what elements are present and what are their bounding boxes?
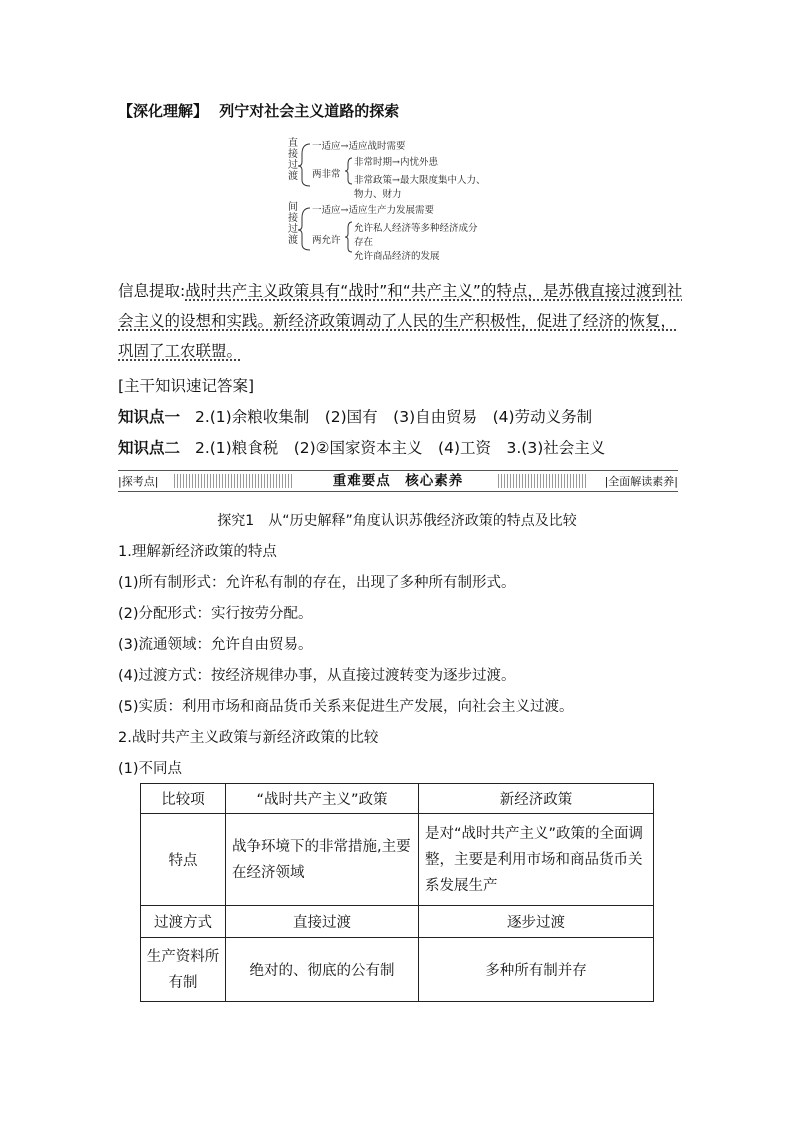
arrow-right-icon: →: [392, 175, 400, 186]
table-cell: 绝对的、彻底的公有制: [226, 938, 419, 1002]
explore-item: (2)分配形式：实行按劳分配。: [118, 606, 313, 622]
knowledge-point-1-items: 2.(1)余粮收集制 (2)国有 (3)自由贸易 (4)劳动义务制: [194, 408, 593, 426]
section-bracket-label: 【深化理解】: [118, 102, 209, 120]
table-row: [141, 814, 654, 906]
knowledge-point-1: [118, 405, 592, 427]
table-header-cell: “战时共产主义”政策: [226, 784, 419, 814]
direct-one-adapt: 一适应→适应战时需要: [312, 141, 406, 152]
explore-heading-3: (1)不同点: [118, 761, 183, 777]
arrow-right-icon: →: [340, 141, 349, 152]
section-banner: [118, 470, 678, 492]
indirect-one-adapt: 一适应→适应生产力发展需要: [312, 205, 434, 216]
explore-heading-2: 2.战时共产主义政策与新经济政策的比较: [118, 730, 379, 746]
knowledge-point-2: [118, 436, 605, 458]
table-cell: 逐步过渡: [419, 906, 654, 938]
table-header-cell: 新经济政策: [419, 784, 654, 814]
explore-heading-1: 1.理解新经济政策的特点: [118, 544, 277, 560]
special-policy-cont: 物力、财力: [354, 189, 402, 200]
allow-commodity-economy: 允许商品经济的发展: [354, 251, 440, 262]
special-period: 非常时期→内忧外患: [354, 157, 438, 168]
table-header-row: [141, 784, 654, 814]
arrow-right-icon: →: [392, 157, 400, 168]
indirect-two-allow: 两允许: [312, 235, 341, 246]
explore-item: (3)流通领域：允许自由贸易。: [118, 637, 313, 653]
table-row: [141, 906, 654, 938]
allow-private-economy: 允许私人经济等多种经济成分: [354, 223, 478, 234]
allow-private-economy-cont: 存在: [354, 237, 374, 248]
table-cell: 特点: [141, 814, 226, 906]
answers-heading: [主干知识速记答案]: [118, 377, 255, 395]
table-cell: 生产资料所有制: [141, 938, 226, 1002]
transition-diagram: [284, 136, 524, 262]
indirect-transition-label: 间接过渡: [288, 202, 298, 246]
table-header-cell: 比较项: [141, 784, 226, 814]
section-heading: [118, 100, 399, 121]
direct-two-special: 两非常: [312, 169, 341, 180]
arrow-right-icon: →: [340, 205, 349, 216]
explore-item: (5)实质：利用市场和商品货币关系来促进生产发展，向社会主义过渡。: [118, 699, 574, 715]
comparison-table: [140, 783, 654, 1002]
info-extraction: [118, 276, 683, 366]
banner-title: 重难要点 核心素养: [332, 473, 464, 489]
table-row: [141, 938, 654, 1002]
explore-item: (1)所有制形式：允许私有制的存在，出现了多种所有制形式。: [118, 575, 516, 591]
explore-item: (4)过渡方式：按经济规律办事，从直接过渡转变为逐步过渡。: [118, 668, 516, 684]
table-cell: 直接过渡: [226, 906, 419, 938]
banner-right-label: |全面解读素养|: [604, 475, 678, 488]
direct-transition-label: 直接过渡: [288, 138, 298, 182]
knowledge-point-2-items: 2.(1)粮食税 (2)②国家资本主义 (4)工资 3.(3)社会主义: [194, 439, 606, 457]
table-cell: 战争环境下的非常措施,主要在经济领域: [226, 814, 419, 906]
explore-title: 探究1 从“历史解释”角度认识苏俄经济政策的特点及比较: [217, 513, 577, 529]
table-cell: 多种所有制并存: [419, 938, 654, 1002]
special-policy: 非常政策→最大限度集中人力、: [354, 175, 486, 186]
table-cell: 过渡方式: [141, 906, 226, 938]
info-text: 战时共产主义政策具有“战时”和“共产主义”的特点，是苏俄直接过渡到社会主义的设想和实践。新经济政策调动了人民的生产积极性，促进了经济的恢复，巩固了工农联盟。: [118, 282, 683, 360]
knowledge-point-1-label: 知识点一: [118, 408, 181, 426]
section-title: 列宁对社会主义道路的探索: [219, 102, 400, 120]
banner-left-label: |探考点|: [118, 475, 159, 488]
table-cell: 是对“战时共产主义”政策的全面调整，主要是利用市场和商品货币关系发展生产: [419, 814, 654, 906]
info-label: 信息提取:: [118, 282, 186, 300]
knowledge-point-2-label: 知识点二: [118, 439, 181, 457]
